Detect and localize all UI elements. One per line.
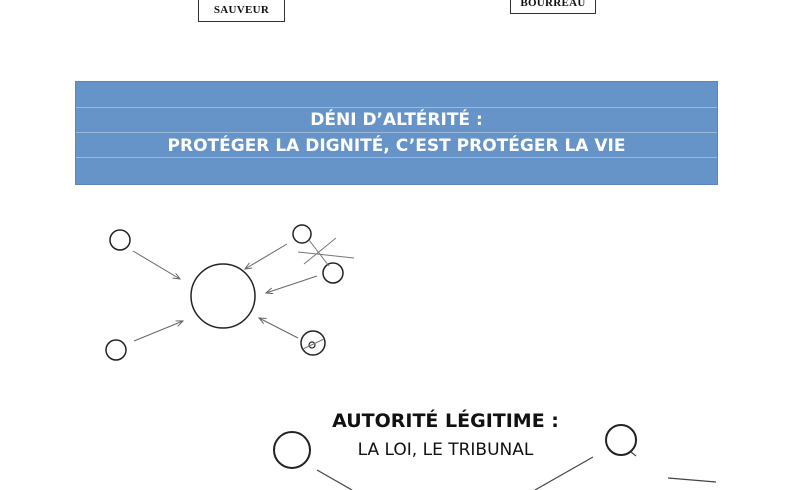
sauveur-label: SAUVEUR: [198, 0, 285, 22]
cross-line-2: [298, 252, 354, 258]
authority-subtitle: LA LOI, LE TRIBUNAL: [357, 440, 534, 460]
banner-line-2: PROTÉGER LA DIGNITÉ, C’EST PROTÉGER LA VIE: [167, 136, 626, 156]
node-right: [323, 263, 343, 283]
central-node: [191, 264, 255, 328]
arrow-top-right: [245, 244, 287, 269]
lower-line-far-right: [668, 478, 716, 482]
node-top-left: [110, 230, 130, 250]
arrow-top-left: [133, 251, 180, 279]
node-top-right: [293, 225, 311, 243]
lower-line-left: [317, 470, 352, 490]
node-bottom-right: [301, 331, 325, 355]
arrow-right: [266, 276, 317, 293]
cross-line-3: [304, 238, 336, 264]
node-bottom-left: [106, 340, 126, 360]
arrow-bottom-right: [259, 318, 298, 338]
authority-title: AUTORITÉ LÉGITIME :: [332, 410, 559, 432]
banner-line-1: DÉNI D’ALTÉRITÉ :: [310, 110, 483, 130]
bourreau-label: BOURREAU: [510, 0, 596, 14]
lower-line-right: [535, 457, 593, 490]
arrow-bottom-left: [134, 321, 183, 341]
